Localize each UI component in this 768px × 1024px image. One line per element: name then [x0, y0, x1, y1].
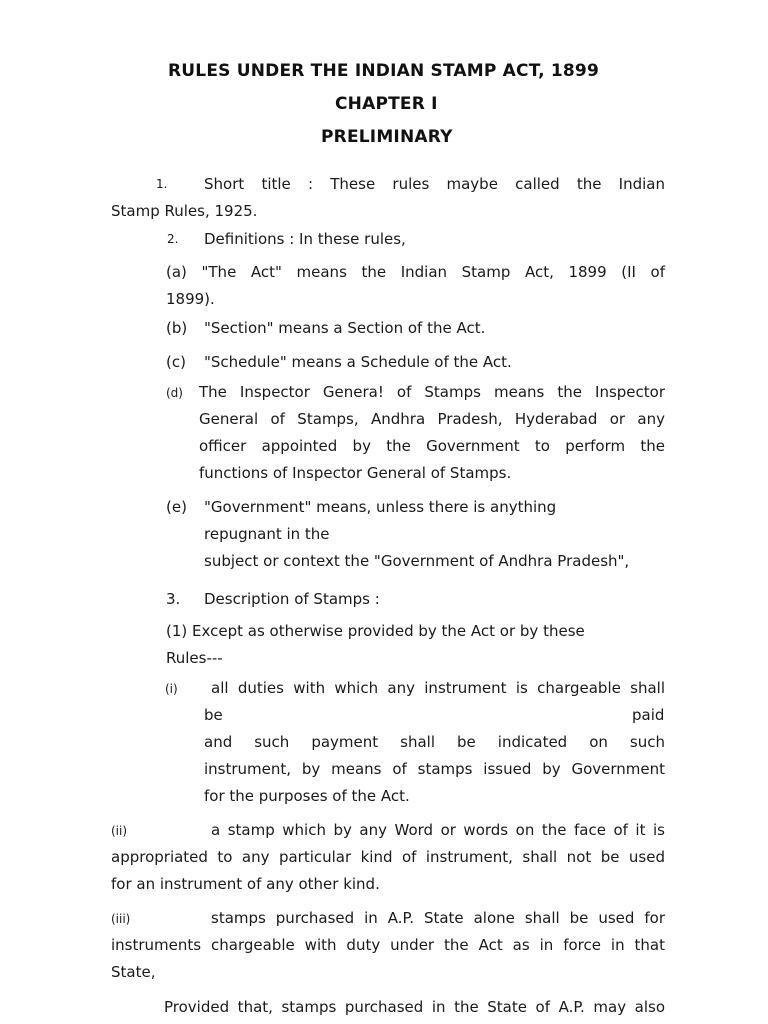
definition-d-line-3: officer appointed by the Government to perform the — [199, 437, 665, 455]
clause-i-label: (i) — [165, 682, 178, 696]
clause-ii-line-3: for an instrument of any other kind. — [111, 875, 380, 893]
definition-d-line-4: functions of Inspector General of Stamps. — [199, 464, 512, 482]
clause-i-line-2-end: paid — [632, 706, 665, 724]
definition-b-label: (b) — [166, 319, 188, 337]
rule-3-number: 3. — [166, 590, 181, 608]
rule-1-number: 1. — [156, 177, 168, 191]
part-heading: PRELIMINARY — [321, 127, 453, 147]
definition-a-line-1: (a) "The Act" means the Indian Stamp Act, 1899 (II of — [166, 263, 665, 281]
clause-iii-line-3: State, — [111, 963, 156, 981]
definition-d-label: (d) — [166, 386, 183, 400]
clause-i-line-4: instrument, by means of stamps issued by Government — [204, 760, 665, 778]
rule-2-number: 2. — [167, 232, 179, 246]
rule-1-line-2: Stamp Rules, 1925. — [111, 202, 258, 220]
definition-a-line-2: 1899). — [166, 290, 215, 308]
definition-b-text: "Section" means a Section of the Act. — [204, 319, 486, 337]
chapter-heading: CHAPTER I — [335, 94, 438, 114]
proviso-line-1: Provided that, stamps purchased in the State of A.P. may also — [164, 998, 665, 1016]
rule-1-line-1: Short title : These rules maybe called the Indian — [204, 175, 665, 193]
definition-e-line-1: "Government" means, unless there is anything — [204, 498, 557, 516]
clause-iii-label: (iii) — [111, 912, 131, 926]
document-title: RULES UNDER THE INDIAN STAMP ACT, 1899 — [168, 61, 599, 81]
clause-i-line-5: for the purposes of the Act. — [204, 787, 410, 805]
clause-ii-label: (ii) — [111, 824, 128, 838]
definition-c-label: (c) — [166, 353, 186, 371]
clause-iii-line-2: instruments chargeable with duty under the Act as in force in that — [111, 936, 665, 954]
clause-ii-line-2: appropriated to any particular kind of instrument, shall not be used — [111, 848, 665, 866]
rule-2-text: Definitions : In these rules, — [204, 230, 406, 248]
clause-i-line-3: and such payment shall be indicated on such — [204, 733, 665, 751]
clause-i-line-2-start: be — [204, 706, 223, 724]
definition-e-line-3: subject or context the "Government of Andhra Pradesh", — [204, 552, 630, 570]
rule-3-sub1-line-2: Rules--- — [166, 649, 223, 667]
rule-3-text: Description of Stamps : — [204, 590, 380, 608]
definition-d-line-2: General of Stamps, Andhra Pradesh, Hyderabad or any — [199, 410, 665, 428]
definition-e-label: (e) — [166, 498, 187, 516]
clause-i-line-1: all duties with which any instrument is chargeable shall — [211, 679, 665, 697]
definition-e-line-2: repugnant in the — [204, 525, 330, 543]
definition-c-text: "Schedule" means a Schedule of the Act. — [204, 353, 512, 371]
definition-d-line-1: The Inspector Genera! of Stamps means the Inspector — [199, 383, 665, 401]
clause-ii-line-1: a stamp which by any Word or words on the face of it is — [211, 821, 665, 839]
rule-3-sub1-line-1: (1) Except as otherwise provided by the Act or by these — [166, 622, 585, 640]
clause-iii-line-1: stamps purchased in A.P. State alone shall be used for — [211, 909, 665, 927]
